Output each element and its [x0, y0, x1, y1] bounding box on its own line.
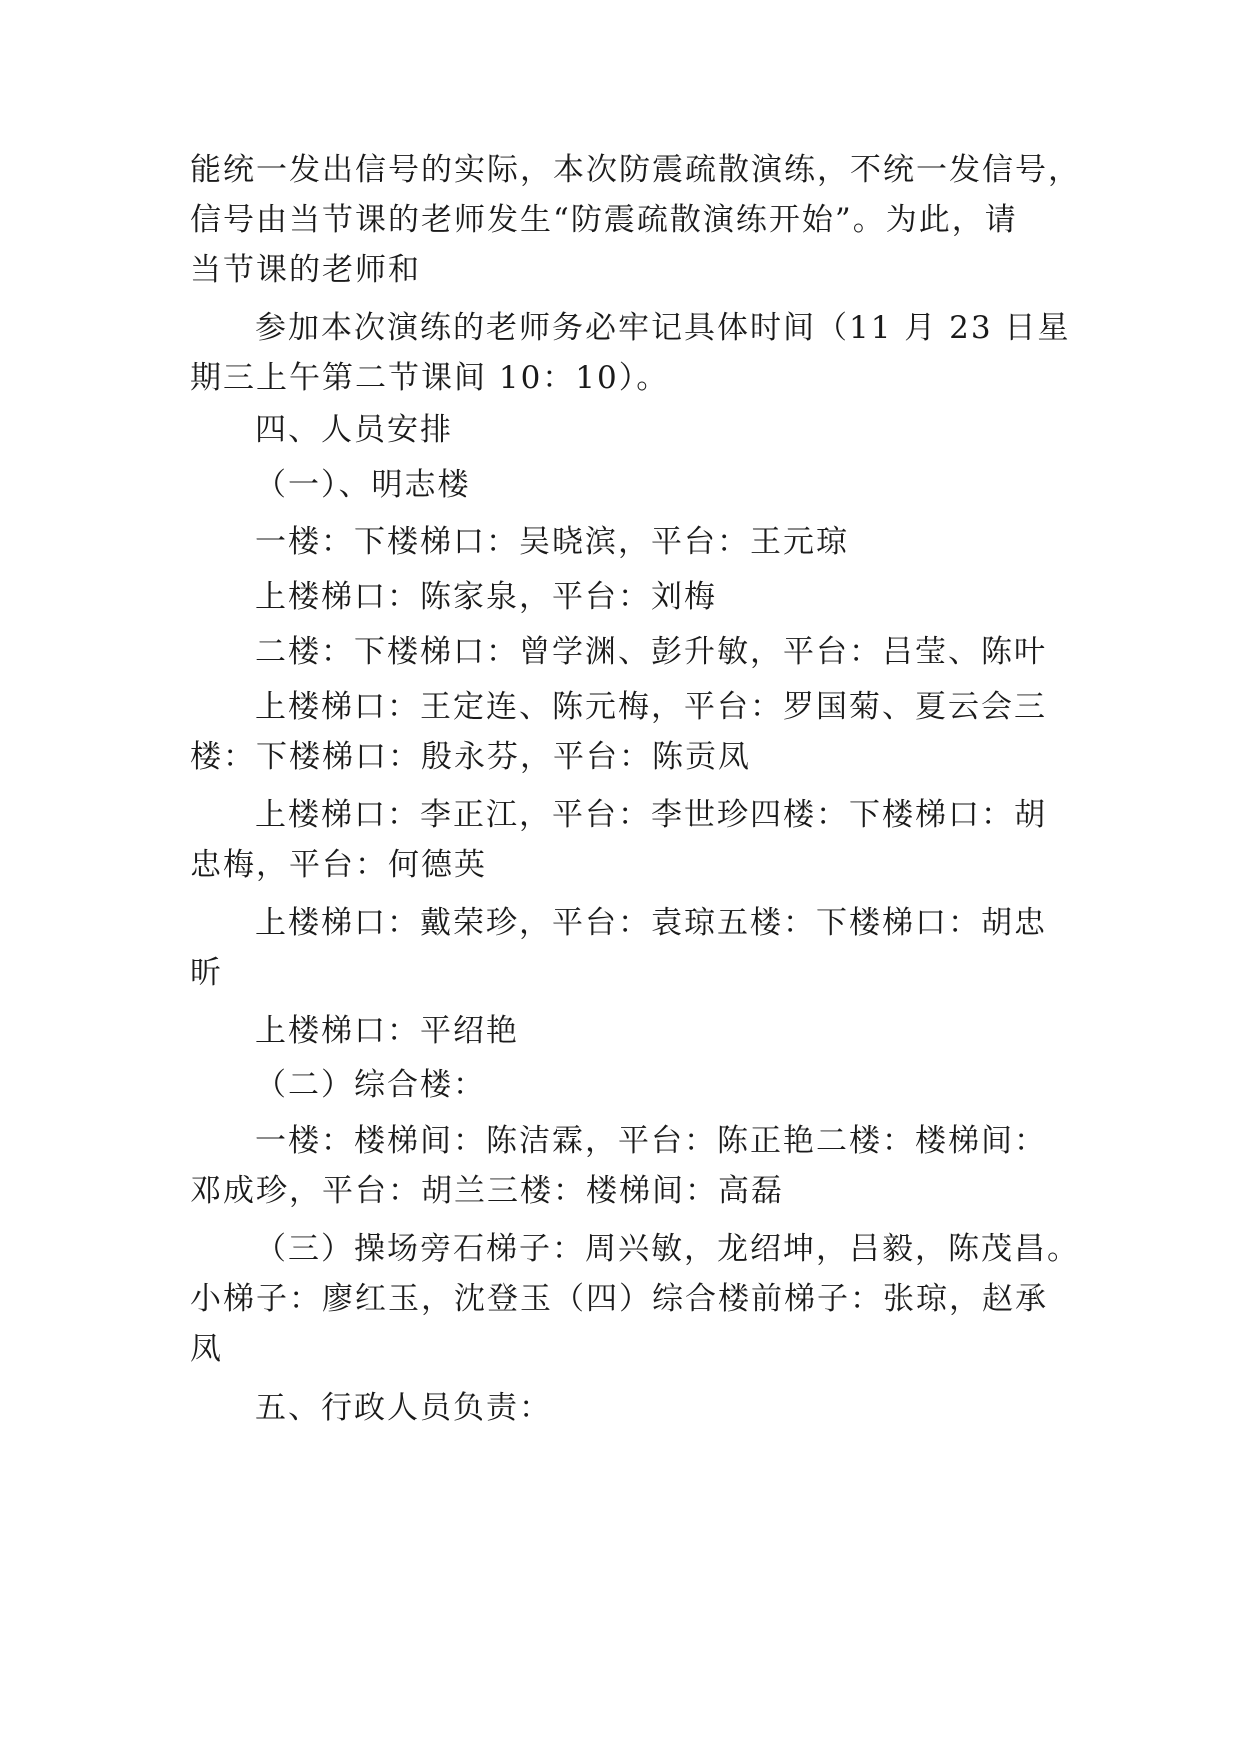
paragraph-line: 上楼梯口：陈家泉，平台：刘梅 — [255, 579, 717, 615]
paragraph-line: 参加本次演练的老师务必牢记具体时间（11 月 23 日星 — [255, 310, 1071, 346]
paragraph-line: 期三上午第二节课间 10：10）。 — [190, 360, 670, 396]
paragraph-line: 上楼梯口：戴荣珍，平台：袁琼五楼：下楼梯口：胡忠 — [255, 905, 1047, 941]
section-heading: 五、行政人员负责： — [255, 1390, 552, 1426]
paragraph-line: 上楼梯口：王定连、陈元梅，平台：罗国菊、夏云会三 — [255, 689, 1047, 725]
paragraph-line: 能统一发出信号的实际，本次防震疏散演练，不统一发信号， — [190, 152, 1081, 188]
section-heading: 四、人员安排 — [255, 412, 453, 448]
paragraph-line: 小梯子：廖红玉，沈登玉（四）综合楼前梯子：张琼，赵承 — [190, 1281, 1048, 1317]
paragraph-line: 二楼：下楼梯口：曾学渊、彭升敏，平台：吕莹、陈叶 — [255, 634, 1047, 670]
paragraph-line: 昕 — [190, 955, 223, 991]
paragraph-line: （三）操场旁石梯子：周兴敏，龙绍坤，吕毅，陈茂昌。 — [255, 1231, 1080, 1267]
paragraph-line: 楼：下楼梯口：殷永芬，平台：陈贡凤 — [190, 739, 751, 775]
paragraph-line: 邓成珍，平台：胡兰三楼：楼梯间：高磊 — [190, 1173, 784, 1209]
paragraph-line: 上楼梯口：李正江，平台：李世珍四楼：下楼梯口：胡 — [255, 797, 1047, 833]
subsection-heading: （二）综合楼： — [255, 1067, 486, 1103]
paragraph-line: 信号由当节课的老师发生“防震疏散演练开始”。为此，请 — [190, 202, 1018, 238]
paragraph-line: 忠梅，平台：何德英 — [190, 847, 487, 883]
paragraph-line: 当节课的老师和 — [190, 252, 421, 288]
subsection-heading: （一）、明志楼 — [255, 467, 471, 503]
paragraph-line: 上楼梯口：平绍艳 — [255, 1013, 519, 1049]
paragraph-line: 一楼：楼梯间：陈洁霖，平台：陈正艳二楼：楼梯间： — [255, 1123, 1047, 1159]
paragraph-line: 凤 — [190, 1331, 223, 1367]
paragraph-line: 一楼：下楼梯口：吴晓滨，平台：王元琼 — [255, 524, 849, 560]
